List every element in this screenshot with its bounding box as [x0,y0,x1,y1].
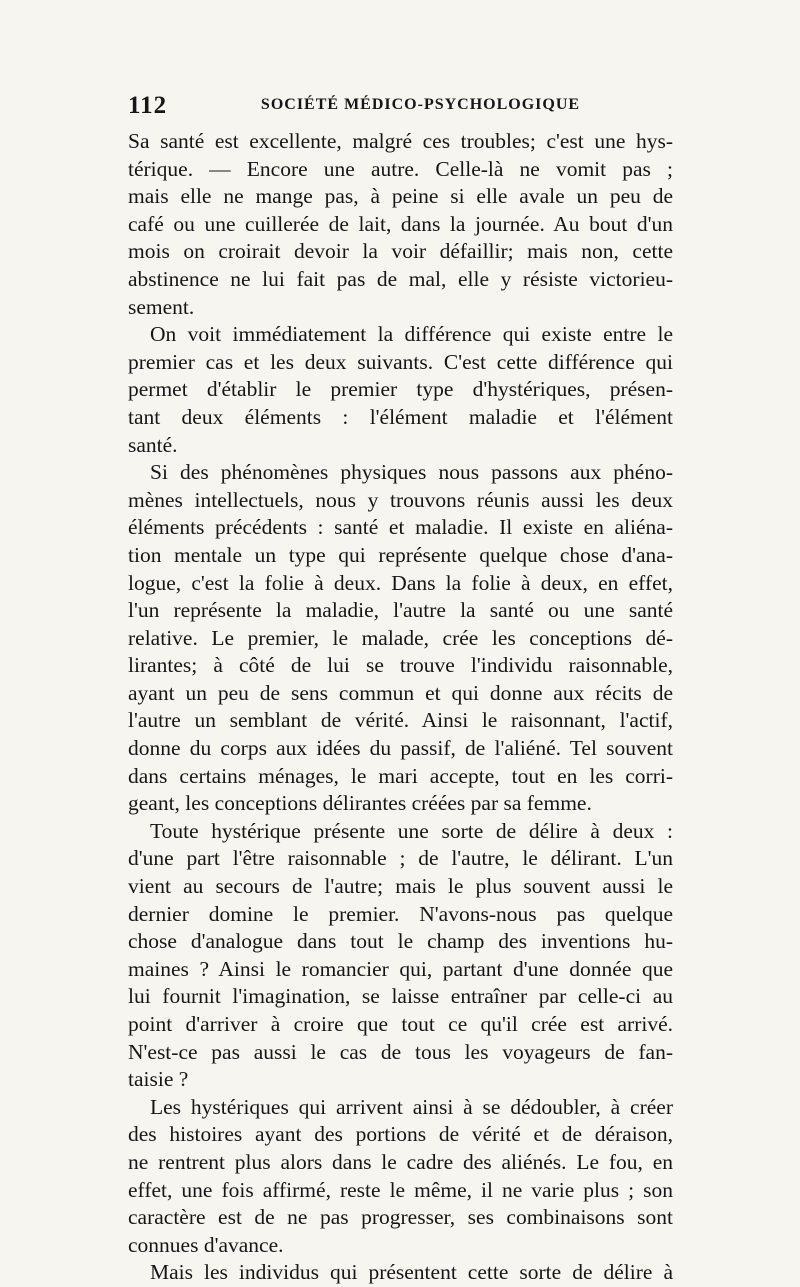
text-line: N'est-ce pas aussi le cas de tous les voyageurs de fan- [128,1039,673,1064]
text-line: mènes intellectuels, nous y trouvons réunis aussi les deux [128,487,673,512]
text-line: taisie ? [128,1067,189,1092]
page-number: 112 [128,92,168,119]
text-line: permet d'établir le premier type d'hystériques, présen- [128,377,673,402]
body-text [128,128,673,1287]
text-line: caractère est de ne pas progresser, ses combinaisons sont [128,1205,673,1230]
text-line: des histoires ayant des portions de vérité et de déraison, [128,1122,673,1147]
text-line: relative. Le premier, le malade, crée les conceptions dé- [128,625,673,650]
text-line: maines ? Ainsi le romancier qui, partant d'une donnée que [128,956,673,981]
text-line: Si des phénomènes physiques nous passons aux phéno- [150,460,673,485]
text-line: lui fournit l'imagination, se laisse entraîner par celle-ci au [128,984,673,1009]
text-line: ne rentrent plus alors dans le cadre des aliénés. Le fou, en [128,1149,673,1174]
text-line: connues d'avance. [128,1232,284,1257]
text-line: mais elle ne mange pas, à peine si elle avale un peu de [128,184,673,209]
text-line: abstinence ne lui fait pas de mal, elle y résiste victorieu- [128,266,673,291]
page-header [128,92,673,122]
running-title: SOCIÉTÉ MÉDICO-PSYCHOLOGIQUE [260,96,581,113]
text-line: tant deux éléments : l'élément maladie et l'élément [128,404,673,429]
text-line: Les hystériques qui arrivent ainsi à se dédoubler, à créer [150,1094,673,1119]
text-line: lirantes; à côté de lui se trouve l'individu raisonnable, [128,653,673,678]
text-line: premier cas et les deux suivants. C'est cette différence qui [128,349,673,374]
text-line: térique. — Encore une autre. Celle-là ne vomit pas ; [128,156,673,181]
text-line: logue, c'est la folie à deux. Dans la folie à deux, en effet, [128,570,673,595]
text-line: vient au secours de l'autre; mais le plus souvent aussi le [128,874,673,899]
text-line: effet, une fois affirmé, reste le même, il ne varie plus ; son [128,1177,673,1202]
text-line: santé. [128,432,178,457]
text-line: On voit immédiatement la différence qui existe entre le [150,322,673,347]
text-line: dans certains ménages, le mari accepte, tout en les corri- [128,763,673,788]
text-line: chose d'analogue dans tout le champ des inventions hu- [128,929,673,954]
text-line: Sa santé est excellente, malgré ces troubles; c'est une hys- [128,129,673,153]
text-line: geant, les conceptions délirantes créées par sa femme. [128,791,592,816]
text-line: l'autre un semblant de vérité. Ainsi le raisonnant, l'actif, [128,708,673,733]
text-line: tion mentale un type qui représente quelque chose d'ana- [128,542,673,567]
text-line: dernier domine le premier. N'avons-nous pas quelque [128,901,673,926]
text-line: éléments précédents : santé et maladie. Il existe en aliéna- [128,515,673,540]
text-line: point d'arriver à croire que tout ce qu'il crée est arrivé. [128,1012,673,1036]
text-line: l'un représente la maladie, l'autre la santé ou une santé [128,598,673,623]
text-line: ayant un peu de sens commun et qui donne aux récits de [128,680,673,705]
text-line: donne du corps aux idées du passif, de l'aliéné. Tel souvent [128,736,673,761]
text-line: Mais les individus qui présentent cette sorte de délire à [150,1260,673,1285]
text-line: d'une part l'être raisonnable ; de l'autre, le délirant. L'un [128,846,673,871]
text-line: Toute hystérique présente une sorte de délire à deux : [150,818,673,843]
text-line: sement. [128,294,195,319]
text-line: mois on croirait devoir la voir défaillir; mais non, cette [128,239,673,264]
text-line: café ou une cuillerée de lait, dans la journée. Au bout d'un [128,211,673,236]
